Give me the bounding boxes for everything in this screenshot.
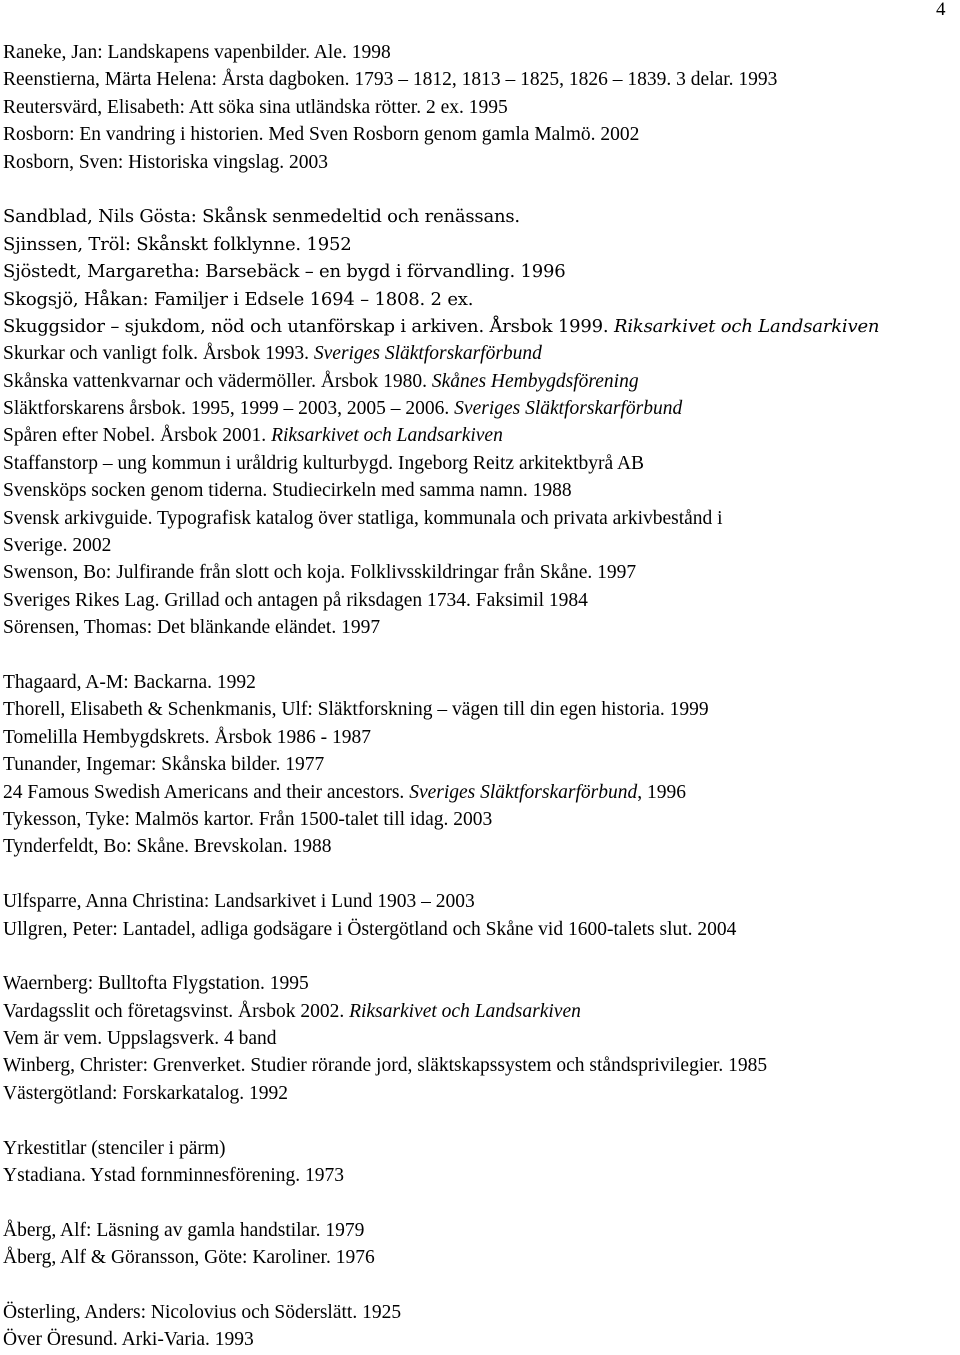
list-item: Thagaard, A-M: Backarna. 1992 (3, 671, 256, 693)
list-item: Raneke, Jan: Landskapens vapenbilder. Ale. 1998 (3, 42, 391, 63)
list-item: Tykesson, Tyke: Malmös kartor. Från 1500-talet till idag. 2003 (3, 808, 493, 830)
page-number: 4 (936, 0, 946, 20)
spacer (3, 1272, 953, 1299)
publisher: Skånes Hembygdsförening (431, 370, 639, 392)
spacer (3, 176, 953, 203)
list-item: Winberg, Christer: Grenverket. Studier rörande jord, släktskapssystem och ståndsprivilegier. 1985 (3, 1055, 768, 1077)
list-item: Tunander, Ingemar: Skånska bilder. 1977 (3, 754, 325, 776)
list-item: Sveriges Rikes Lag. Grillad och antagen på riksdagen 1734. Faksimil 1984 (3, 589, 588, 611)
spacer (3, 1189, 953, 1216)
list-item: Rosborn, Sven: Historiska vingslag. 2003 (3, 151, 328, 173)
spacer (3, 943, 953, 970)
list-item: Yrkestitlar (stenciler i pärm) (3, 1137, 226, 1159)
list-item: Vem är vem. Uppslagsverk. 4 band (3, 1028, 277, 1050)
list-item: Tynderfeldt, Bo: Skåne. Brevskolan. 1988 (3, 836, 332, 858)
list-item: Släktforskarens årsbok. 1995, 1999 – 2003, 2005 – 2006. Sveriges Släktforskarförbund (3, 398, 683, 420)
list-item: Skurkar och vanligt folk. Årsbok 1993. Sveriges Släktforskarförbund (3, 343, 542, 365)
list-item: Spåren efter Nobel. Årsbok 2001. Riksarkivet och Landsarkiven (3, 425, 503, 447)
publisher: Riksarkivet och Landsarkiven (271, 425, 503, 447)
publisher: Sveriges Släktforskarförbund (313, 343, 542, 365)
list-item: Åberg, Alf & Göransson, Göte: Karoliner. 1976 (3, 1247, 375, 1269)
spacer (3, 642, 953, 669)
list-item: Västergötland: Forskarkatalog. 1992 (3, 1082, 289, 1104)
list-item: Reenstierna, Märta Helena: Årsta dagboken. 1793 – 1812, 1813 – 1825, 1826 – 1839. 3 delar. 1993 (3, 69, 778, 91)
list-item: Svensk arkivguide. Typografisk katalog över statliga, kommunala och privata arkivbestånd i (3, 507, 723, 529)
list-item: Sörensen, Thomas: Det blänkande eländet. 1997 (3, 617, 381, 639)
list-item: Staffanstorp – ung kommun i uråldrig kulturbygd. Ingeborg Reitz arkitektbyrå AB (3, 452, 645, 474)
list-item: Över Öresund. Arki-Varia. 1993 (3, 1329, 254, 1351)
list-item: Sjinssen, Tröl: Skånskt folklynne. 1952 (3, 233, 352, 255)
list-item: Sjöstedt, Margaretha: Barsebäck – en bygd i förvandling. 1996 (3, 261, 566, 283)
list-item: Ystadiana. Ystad fornminnesförening. 1973 (3, 1165, 344, 1187)
bibliography-list (3, 39, 953, 1354)
list-item: Skånska vattenkvarnar och vädermöller. Årsbok 1980. Skånes Hembygdsförening (3, 370, 639, 392)
publisher: Sveriges Släktforskarförbund (409, 781, 638, 803)
list-item: Skogsjö, Håkan: Familjer i Edsele 1694 – 1808. 2 ex. (3, 288, 474, 310)
list-item: Vardagsslit och företagsvinst. Årsbok 2002. Riksarkivet och Landsarkiven (3, 1000, 581, 1022)
list-item: Reutersvärd, Elisabeth: Att söka sina utländska rötter. 2 ex. 1995 (3, 96, 508, 118)
list-item: Sverige. 2002 (3, 535, 112, 557)
list-item: 24 Famous Swedish Americans and their ancestors. Sveriges Släktforskarförbund, 1996 (3, 781, 686, 803)
list-item: Waernberg: Bulltofta Flygstation. 1995 (3, 973, 309, 995)
publisher: Riksarkivet och Landsarkiven (613, 315, 880, 337)
list-item: Rosborn: En vandring i historien. Med Sven Rosborn genom gamla Malmö. 2002 (3, 124, 640, 146)
list-item: Tomelilla Hembygdskrets. Årsbok 1986 - 1987 (3, 726, 372, 748)
publisher: Riksarkivet och Landsarkiven (349, 1000, 581, 1022)
list-item: Svensköps socken genom tiderna. Studiecirkeln med samma namn. 1988 (3, 480, 572, 502)
list-item: Ulfsparre, Anna Christina: Landsarkivet i Lund 1903 – 2003 (3, 891, 475, 913)
list-item: Swenson, Bo: Julfirande från slott och koja. Folklivsskildringar från Skåne. 1997 (3, 562, 637, 584)
list-item: Skuggsidor – sjukdom, nöd och utanförskap i arkiven. Årsbok 1999. Riksarkivet och Landsarkiven (3, 315, 880, 337)
spacer (3, 861, 953, 888)
spacer (3, 1107, 953, 1134)
list-item: Sandblad, Nils Gösta: Skånsk senmedeltid och renässans. (3, 206, 520, 228)
list-item: Ullgren, Peter: Lantadel, adliga godsägare i Östergötland och Skåne vid 1600-talets slut. 2004 (3, 918, 737, 940)
list-item: Åberg, Alf: Läsning av gamla handstilar. 1979 (3, 1219, 365, 1241)
list-item: Österling, Anders: Nicolovius och Söderslätt. 1925 (3, 1301, 402, 1323)
publisher: Sveriges Släktforskarförbund (454, 398, 683, 420)
list-item: Thorell, Elisabeth & Schenkmanis, Ulf: Släktforskning – vägen till din egen historia. 1999 (3, 699, 709, 721)
